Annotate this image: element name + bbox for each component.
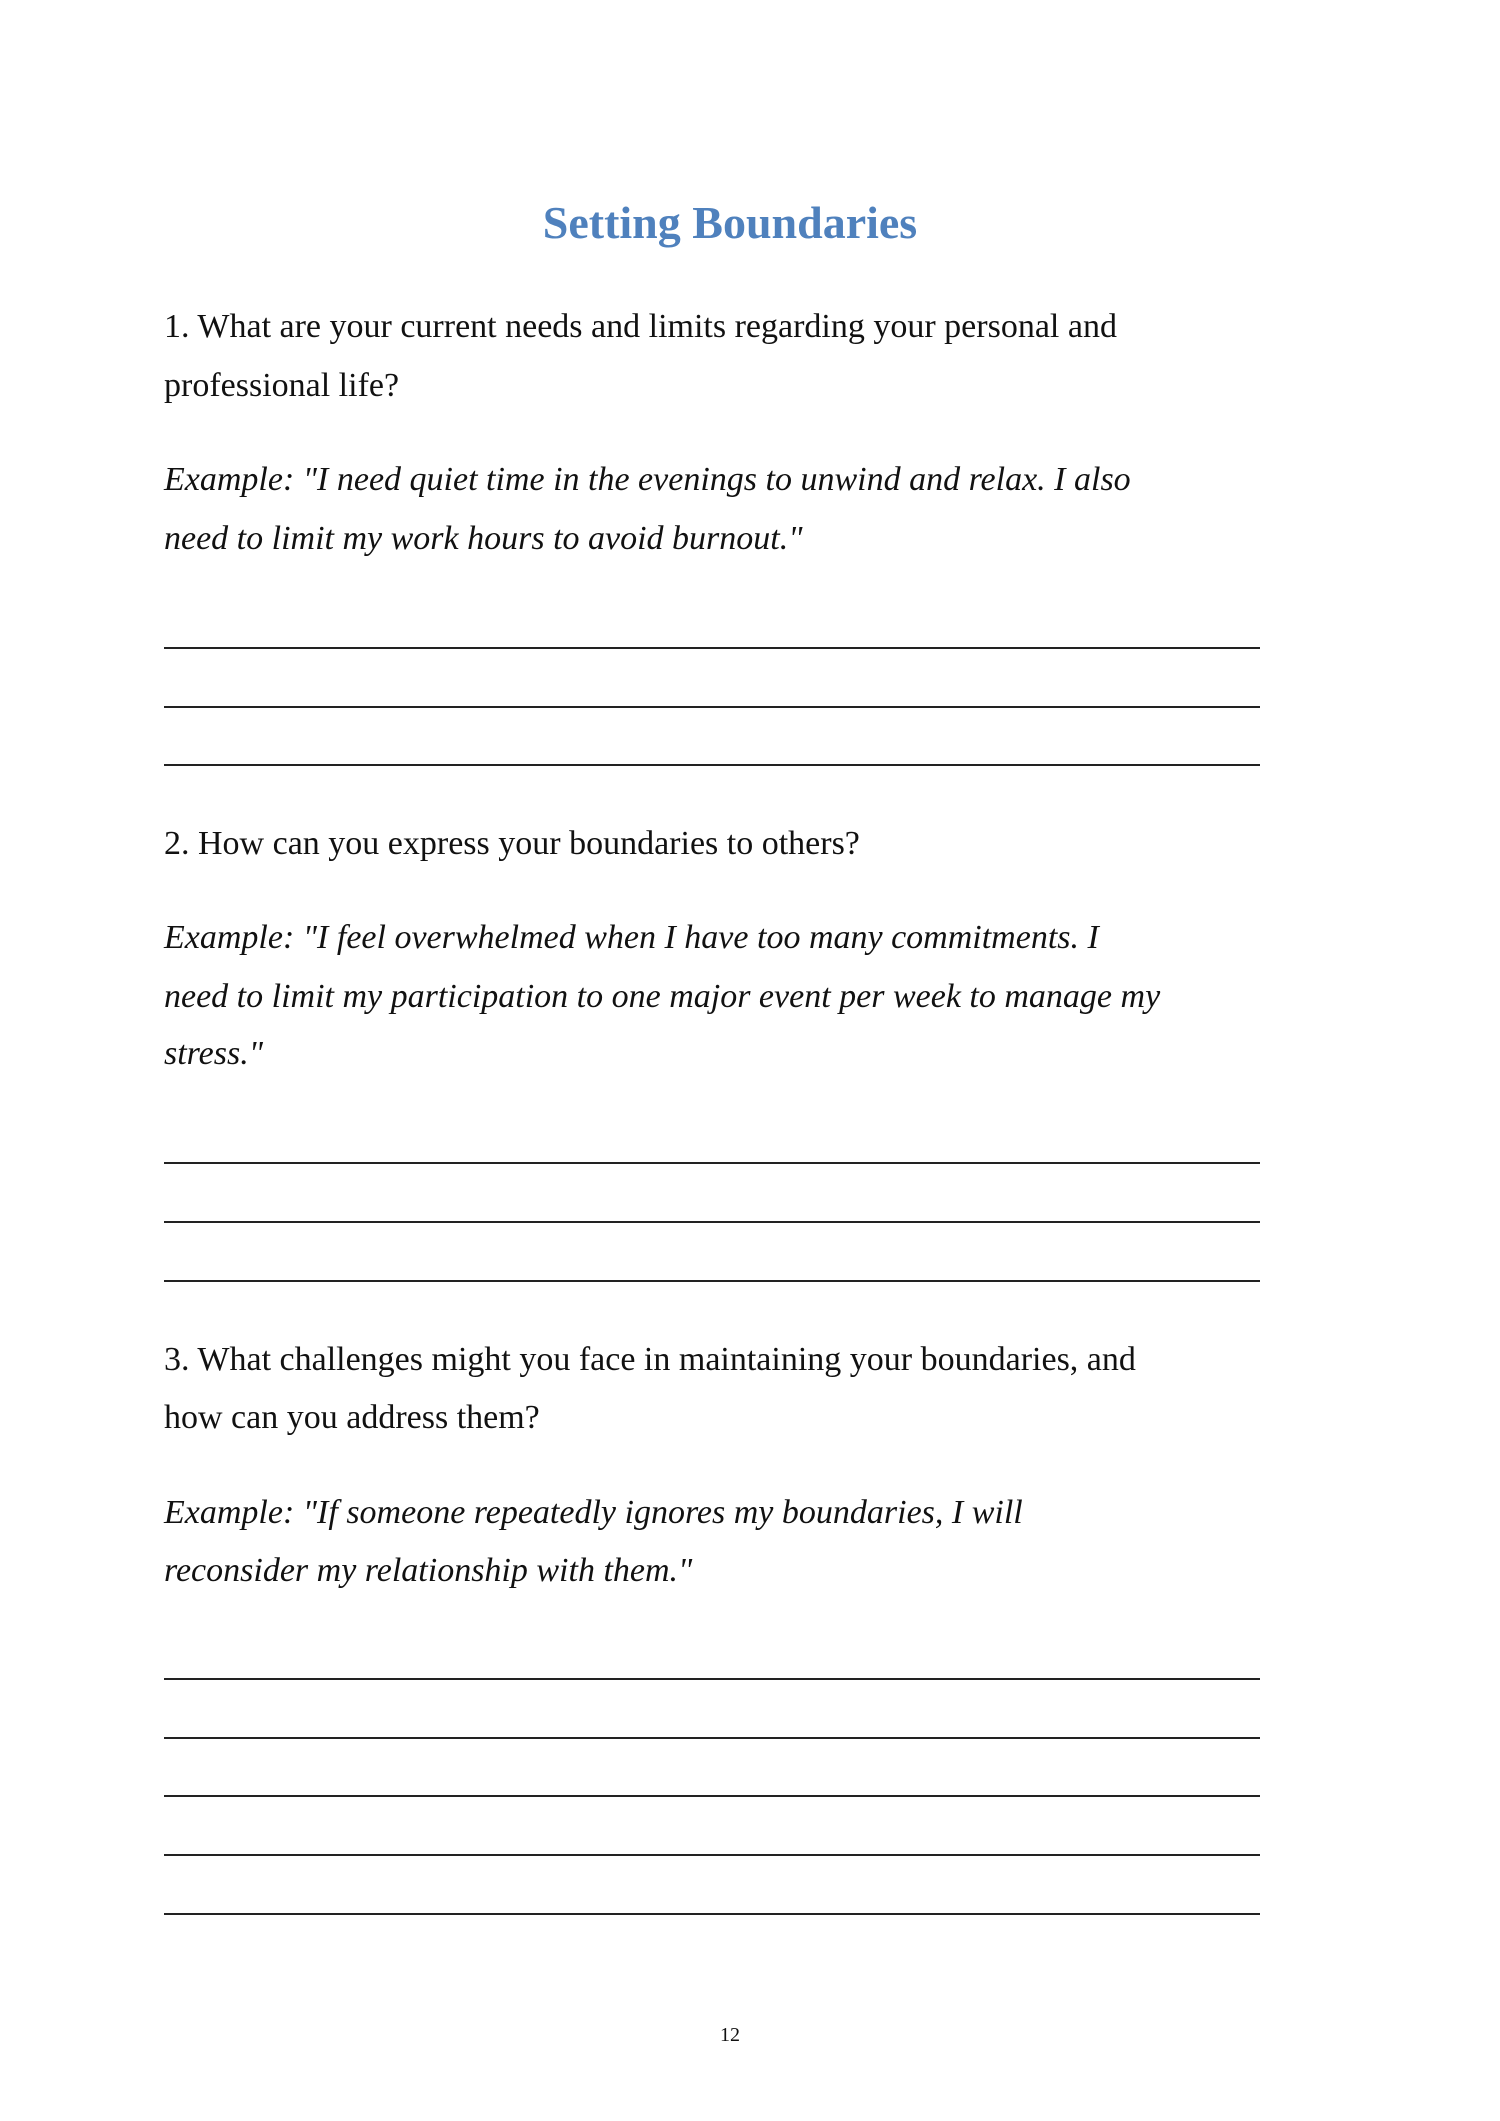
example-2-line-3: stress.": [164, 1035, 263, 1072]
question-1-line-2: professional life?: [164, 367, 400, 404]
page-number: 12: [720, 2024, 740, 2046]
answer-line[interactable]: [164, 1737, 1260, 1739]
answer-line[interactable]: [164, 706, 1260, 708]
example-1-line-1: Example: "I need quiet time in the evenings to unwind and relax. I also: [164, 461, 1131, 498]
answer-line[interactable]: [164, 647, 1260, 649]
question-2-line-1: 2. How can you express your boundaries to others?: [164, 825, 860, 862]
answer-line[interactable]: [164, 764, 1260, 766]
question-3-line-1: 3. What challenges might you face in maintaining your boundaries, and: [164, 1341, 1136, 1378]
example-3-line-2: reconsider my relationship with them.": [164, 1552, 693, 1589]
example-1-line-2: need to limit my work hours to avoid burnout.": [164, 520, 803, 557]
answer-line[interactable]: [164, 1162, 1260, 1164]
answer-line[interactable]: [164, 1854, 1260, 1856]
answer-line[interactable]: [164, 1280, 1260, 1282]
question-3-line-2: how can you address them?: [164, 1399, 540, 1436]
answer-line[interactable]: [164, 1795, 1260, 1797]
question-1-line-1: 1. What are your current needs and limits regarding your personal and: [164, 308, 1117, 345]
answer-line[interactable]: [164, 1678, 1260, 1680]
example-3-line-1: Example: "If someone repeatedly ignores my boundaries, I will: [164, 1494, 1023, 1531]
example-2-line-2: need to limit my participation to one major event per week to manage my: [164, 978, 1161, 1015]
answer-line[interactable]: [164, 1221, 1260, 1223]
page-title: Setting Boundaries: [542, 197, 918, 248]
example-2-line-1: Example: "I feel overwhelmed when I have too many commitments. I: [164, 919, 1099, 956]
answer-line[interactable]: [164, 1913, 1260, 1915]
